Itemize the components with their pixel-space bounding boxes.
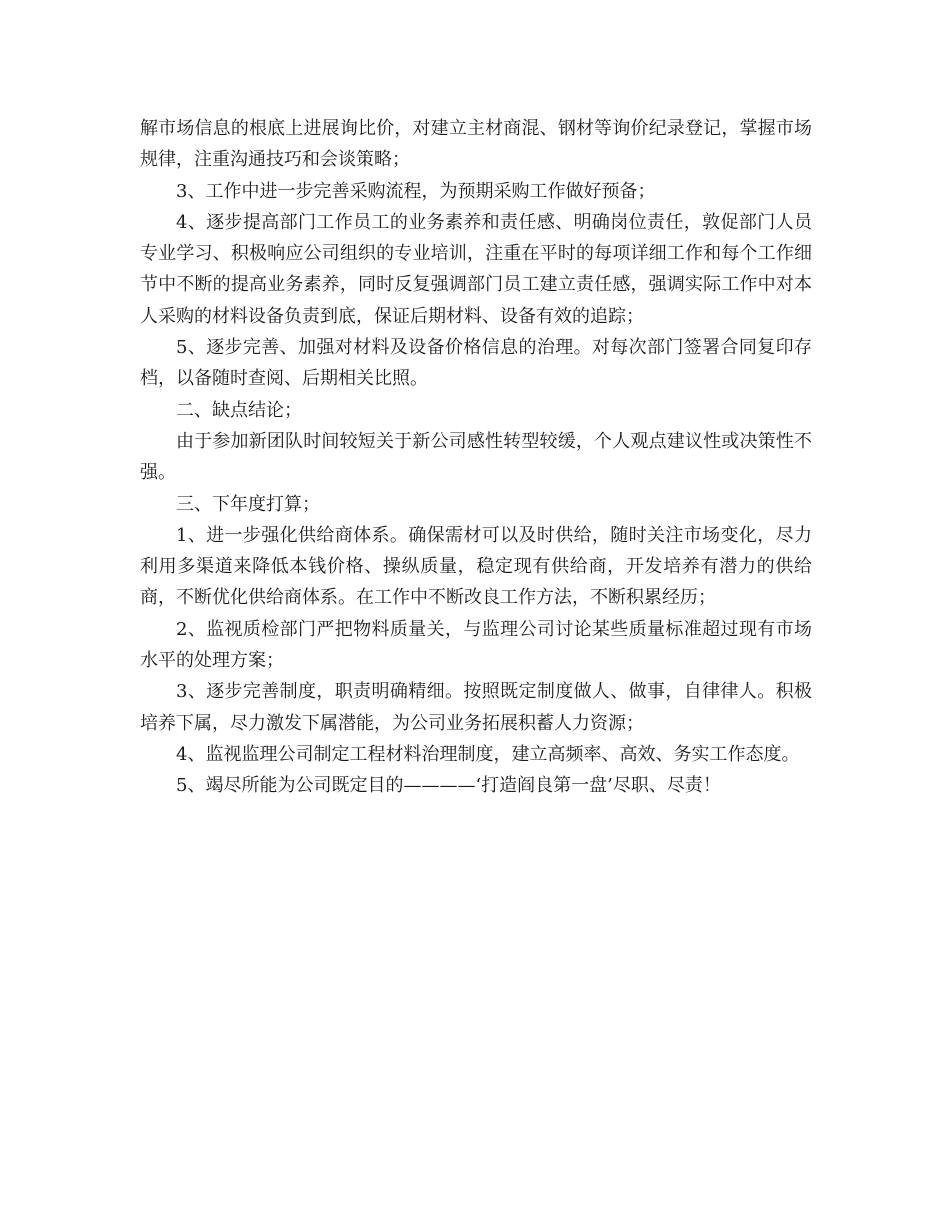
- paragraph-plan-2-quality-control: 2、监视质检部门严把物料质量关，与监理公司讨论某些质量标准超过现有市场水平的处理方案；: [140, 618, 812, 672]
- section-heading-next-year-plan: 三、下年度打算；: [176, 493, 320, 515]
- section-heading-shortcomings: 二、缺点结论；: [176, 399, 302, 421]
- paragraph-plan-3-system: 3、逐步完善制度，职责明确精细。按照既定制度做人、做事，自律律人。积极培养下属，尽力激发下属潜能，为公司业务拓展积蓄人力资源；: [140, 681, 812, 734]
- document-body: [140, 113, 812, 802]
- paragraph-plan-1-suppliers: 1、进一步强化供给商体系。确保需材可以及时供给，随时关注市场变化，尽力利用多渠道来降低本钱价格、操纵质量，稳定现有供给商，开发培养有潜力的供给商，不断优化供给商体系。在工作中不断改良工作方法，不断积累经历；: [140, 524, 812, 609]
- paragraph-plan-4-management: 4、监视监理公司制定工程材料治理制度，建立高频率、高效、务实工作态度。: [176, 743, 800, 765]
- paragraph-item-4-quality: 4、逐步提高部门工作员工的业务素养和责任感、明确岗位责任，敦促部门人员专业学习、积极响应公司组织的专业培训，注重在平时的每项详细工作和每个工作细节中不断的提高业务素养，同时反复强调部门员工建立责任感，强调实际工作中对本人采购的材料设备负责到底，保证后期材料、设备有效的追踪；: [140, 211, 812, 327]
- paragraph-item-3-process: 3、工作中进一步完善采购流程，为预期采购工作做好预备；: [176, 180, 656, 202]
- paragraph-continuation: 解市场信息的根底上进展询比价，对建立主材商混、钢材等询价纪录登记，掌握市场规律，注重沟通技巧和会谈策略；: [140, 118, 812, 171]
- paragraph-plan-5-goal: 5、竭尽所能为公司既定目的————‘打造阎良第一盘’尽职、尽责！: [176, 775, 721, 797]
- paragraph-shortcomings: 由于参加新团队时间较短关于新公司感性转型较缓，个人观点建议性或决策性不强。: [140, 430, 812, 484]
- paragraph-item-5-price-info: 5、逐步完善、加强对材料及设备价格信息的治理。对每次部门签署合同复印存档，以备随时查阅、后期相关比照。: [140, 337, 812, 390]
